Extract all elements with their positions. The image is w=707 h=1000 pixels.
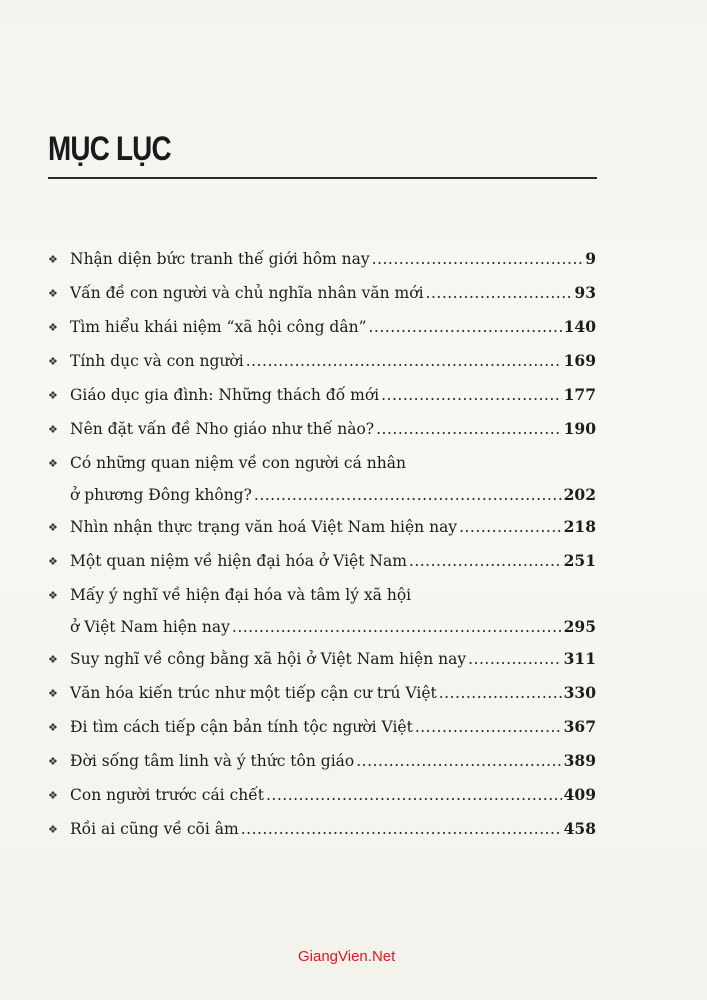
toc-entry xyxy=(48,813,596,847)
toc-entry-title: Có những quan niệm về con người cá nhân xyxy=(70,454,406,472)
toc-entry xyxy=(48,413,596,447)
diamond-bullet-icon: ❖ xyxy=(48,457,58,470)
toc-page-number: 389 xyxy=(563,751,596,770)
toc-page-number: 177 xyxy=(563,385,596,404)
toc-entry xyxy=(48,511,596,545)
watermark-text: GiangVien.Net xyxy=(298,948,396,965)
toc-entry-title: Con người trước cái chết xyxy=(70,786,264,804)
toc-entry-body xyxy=(70,711,596,745)
toc-entry-body xyxy=(70,413,596,447)
toc-page-number: 9 xyxy=(585,249,596,268)
toc-page-number: 295 xyxy=(563,617,596,636)
toc-entry-body xyxy=(70,243,596,277)
toc-entry xyxy=(48,643,596,677)
diamond-bullet-icon: ❖ xyxy=(48,555,58,568)
diamond-bullet-icon: ❖ xyxy=(48,789,58,802)
toc-entry-body xyxy=(70,311,596,345)
diamond-bullet-icon: ❖ xyxy=(48,589,58,602)
toc-entry xyxy=(48,379,596,413)
toc-page-number: 93 xyxy=(574,283,596,302)
page-title: MỤC LỤC xyxy=(48,130,171,168)
dot-leader xyxy=(232,611,562,643)
table-of-contents xyxy=(48,243,596,847)
toc-entry-title: Đi tìm cách tiếp cận bản tính tộc người Việt xyxy=(70,718,413,736)
toc-entry-line xyxy=(70,611,596,643)
dot-leader xyxy=(439,677,562,709)
dot-leader xyxy=(415,711,562,743)
toc-page-number: 251 xyxy=(563,551,596,570)
toc-page-number: 409 xyxy=(563,785,596,804)
toc-page-number: 311 xyxy=(563,649,596,668)
diamond-bullet-icon: ❖ xyxy=(48,389,58,402)
toc-entry-title: Nên đặt vấn đề Nho giáo như thế nào? xyxy=(70,420,375,438)
dot-leader xyxy=(409,545,562,577)
toc-entry-line xyxy=(70,379,596,411)
toc-entry-line xyxy=(70,277,596,309)
diamond-bullet-icon: ❖ xyxy=(48,321,58,334)
toc-entry-line xyxy=(70,413,596,445)
toc-entry xyxy=(48,243,596,277)
toc-entry xyxy=(48,345,596,379)
toc-entry-title: Mấy ý nghĩ về hiện đại hóa và tâm lý xã hội xyxy=(70,586,412,604)
toc-entry-title: Suy nghĩ về công bằng xã hội ở Việt Nam hiện nay xyxy=(70,650,467,668)
toc-entry-line xyxy=(70,643,596,675)
toc-entry-title: Nhìn nhận thực trạng văn hoá Việt Nam hiện nay xyxy=(70,518,458,536)
diamond-bullet-icon: ❖ xyxy=(48,755,58,768)
toc-page-number: 190 xyxy=(563,419,596,438)
dot-leader xyxy=(372,243,584,275)
diamond-bullet-icon: ❖ xyxy=(48,721,58,734)
dot-leader xyxy=(254,479,562,511)
toc-entry-title: Tìm hiểu khái niệm “xã hội công dân” xyxy=(70,318,367,336)
toc-entry xyxy=(48,779,596,813)
diamond-bullet-icon: ❖ xyxy=(48,423,58,436)
dot-leader xyxy=(468,643,562,675)
toc-entry-body xyxy=(70,545,596,579)
diamond-bullet-icon: ❖ xyxy=(48,287,58,300)
dot-leader xyxy=(246,345,562,377)
toc-entry-line xyxy=(70,813,596,845)
toc-entry-line xyxy=(70,345,596,377)
diamond-bullet-icon: ❖ xyxy=(48,521,58,534)
toc-page-number: 169 xyxy=(563,351,596,370)
toc-entry-line xyxy=(70,745,596,777)
toc-entry-title: Vấn đề con người và chủ nghĩa nhân văn mới xyxy=(70,284,424,302)
toc-entry xyxy=(48,579,596,643)
toc-entry xyxy=(48,277,596,311)
dot-leader xyxy=(381,379,562,411)
toc-entry-line xyxy=(70,479,596,511)
dot-leader xyxy=(426,277,573,309)
toc-entry-title: Đời sống tâm linh và ý thức tôn giáo xyxy=(70,752,355,770)
dot-leader xyxy=(356,745,561,777)
toc-page-number: 140 xyxy=(563,317,596,336)
toc-entry-body xyxy=(70,643,596,677)
toc-entry xyxy=(48,745,596,779)
diamond-bullet-icon: ❖ xyxy=(48,687,58,700)
toc-entry-line xyxy=(70,711,596,743)
toc-entry-title: Rồi ai cũng về cõi âm xyxy=(70,820,239,838)
dot-leader xyxy=(369,311,562,343)
toc-entry-title: ở Việt Nam hiện nay xyxy=(70,618,230,636)
toc-entry-body xyxy=(70,779,596,813)
toc-entry-line xyxy=(70,311,596,343)
toc-entry-body xyxy=(70,447,596,511)
toc-entry-title: Nhận diện bức tranh thế giới hôm nay xyxy=(70,250,370,268)
toc-entry xyxy=(48,677,596,711)
toc-entry-line xyxy=(70,677,596,709)
toc-entry-title: Giáo dục gia đình: Những thách đố mới xyxy=(70,386,380,404)
toc-entry-title: Văn hóa kiến trúc như một tiếp cận cư trú Việt xyxy=(70,684,437,702)
toc-page-number: 458 xyxy=(563,819,596,838)
toc-entry xyxy=(48,545,596,579)
toc-entry-body xyxy=(70,277,596,311)
toc-entry-body xyxy=(70,813,596,847)
toc-entry-line xyxy=(70,511,596,543)
toc-entry-body xyxy=(70,379,596,413)
toc-page-number: 218 xyxy=(563,517,596,536)
dot-leader xyxy=(241,813,562,845)
diamond-bullet-icon: ❖ xyxy=(48,653,58,666)
toc-entry-body xyxy=(70,677,596,711)
diamond-bullet-icon: ❖ xyxy=(48,253,58,266)
dot-leader xyxy=(266,779,562,811)
dot-leader xyxy=(376,413,562,445)
toc-entry-title: Một quan niệm về hiện đại hóa ở Việt Nam xyxy=(70,552,407,570)
toc-entry-body xyxy=(70,345,596,379)
diamond-bullet-icon: ❖ xyxy=(48,823,58,836)
toc-entry-line xyxy=(70,545,596,577)
toc-page-number: 330 xyxy=(563,683,596,702)
dot-leader xyxy=(459,511,562,543)
toc-entry-line xyxy=(70,779,596,811)
toc-entry-title: ở phương Đông không? xyxy=(70,486,252,504)
title-divider xyxy=(48,177,597,179)
toc-page-number: 367 xyxy=(563,717,596,736)
toc-entry-line xyxy=(70,243,596,275)
toc-entry-body xyxy=(70,745,596,779)
toc-entry-body xyxy=(70,579,596,643)
toc-entry xyxy=(48,311,596,345)
toc-entry xyxy=(48,447,596,511)
toc-page-number: 202 xyxy=(563,485,596,504)
diamond-bullet-icon: ❖ xyxy=(48,355,58,368)
toc-entry xyxy=(48,711,596,745)
toc-entry-body xyxy=(70,511,596,545)
toc-entry-title: Tính dục và con người xyxy=(70,352,244,370)
